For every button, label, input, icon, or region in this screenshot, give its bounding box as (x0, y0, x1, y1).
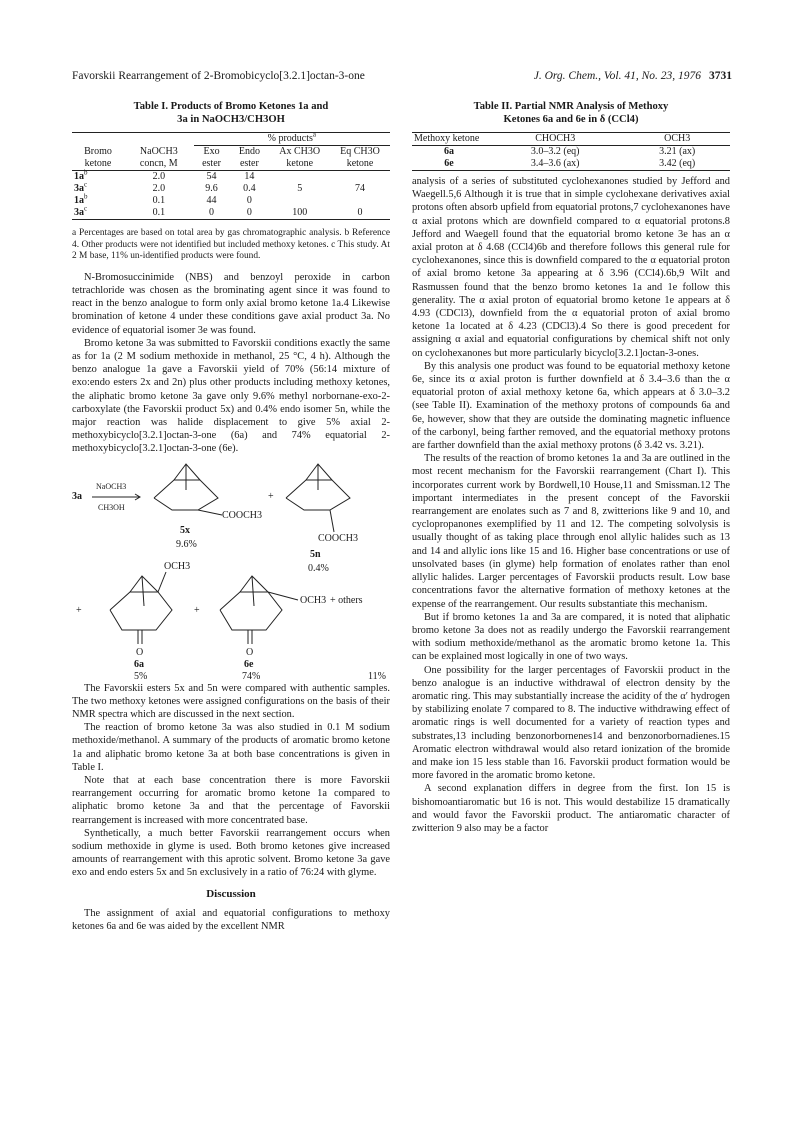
plus-sign: + (268, 490, 274, 502)
paragraph: Synthetically, a much better Favorskii rearrangement occurs when sodium methoxide in glyme is used. Both bromo ketones give increased amounts of rearrangement with this aprotic solvent. Bromo ketone 3a gave exo and endo esters 5x and 5n exclusively in a ratio of 76:24 with glyme. (72, 827, 390, 879)
table1-col-header: Bromo ketone (84, 145, 112, 169)
table1-group-row (72, 133, 390, 146)
table-row: $3a^c$ 0.1 0 0 100 0 (72, 207, 390, 220)
p3-yield: 5% (134, 670, 148, 682)
reactant-label: 3a (72, 490, 82, 502)
p2-yield: 0.4% (308, 562, 329, 574)
p1-name: 5x (180, 524, 190, 536)
p1-group: COOCH3 (222, 509, 263, 521)
reagent-top: NaOCH3 (96, 481, 127, 491)
paragraph: analysis of a series of substituted cyclohexanones studied by Jefford and Waegell.5,6 Although it is true that in simple cyclohexane derivatives axial protons often absorb upfield from equatorial protons,7 cyclohexanones have α axial protons which are downfield compared to α equatorial protons.8 Jefford and Waegell found that the equatorial bromo ketone 3e has an α axial proton at δ 4.68 (CCl4)6b and therefore follows this general rule for cyclohexanones, since this is downfield compared to the α equatorial proton of axial bromo ketone 3a appearing at δ 3.96 (CCl4).6b,9 Wilt and Rasmussen found that the benzo bromo ketones 1a and 1e follow this generality. The α axial proton of equatorial bromo ketone 1e appears at δ 4.93 (CDCl3), downfield from the α equatorial proton of axial bromo ketone 1a located at δ 4.23 (CDCl3).4 So there is good precedent for assigning α axial and equatorial configurations by chemical shift not only on cyclohexanones but more particularly bicyclo[3.2.1]octan-3-ones. (412, 176, 730, 359)
paragraph: The reaction of bromo ketone 3a was also studied in 0.1 M sodium methoxide/methanol. A summary of the products of aromatic bromo ketone 1a and aliphatic bromo ketone 3a at both base concentrations is given in Table I. (72, 722, 390, 773)
table-row: $3a^c$ 2.0 9.6 0.4 5 74 (74, 180, 366, 194)
table2-col-header: Methoxy ketone (414, 133, 480, 144)
p4-o: O (246, 646, 254, 658)
table1-caption-line2: 3a in NaOCH3/CH3OH (177, 114, 285, 125)
paragraph: But if bromo ketones 1a and 3a are compared, it is noted that aliphatic bromo ketone 3a does not as readily undergo the Favorskii rearrangement with sodium methoxide/methanol as the aromatic bromo ketone 1a. This can be explained most logically in one of two ways. (412, 611, 730, 663)
right-column (412, 100, 730, 835)
p4-name: 6e (244, 658, 254, 670)
table-row: $1a^b$ 2.0 54 14 (74, 168, 255, 182)
others-label: + others (330, 594, 363, 606)
reaction-scheme (72, 460, 390, 680)
table1-footnote: a Percentages are based on total area by gas chromatographic analysis. b Reference 4. Other products were not identified but included methoxy ketones. c This study. At 2 M base, 11% un-identified products were found. (72, 228, 390, 262)
paragraph: The assignment of axial and equatorial configurations to methoxy ketones 6a and 6e was aided by the excellent NMR (72, 907, 390, 933)
journal-citation (534, 70, 732, 82)
table1 (72, 132, 390, 220)
p4-group: OCH3 (300, 594, 327, 606)
paragraph: N-Bromosuccinimide (NBS) and benzoyl peroxide in carbon tetrachloride was chosen as the brominating agent since it was found to react in the benzo analogue to form only axial bromo ketone 1a.4 Likewise bromination of ketone 4 under these conditions gave axial product 3a. No evidence of equatorial isomer 3e was found. (72, 271, 390, 336)
table2-col-header: CHOCH3 (535, 133, 576, 144)
p3-o: O (136, 646, 144, 658)
table-row: 6e 3.4–3.6 (ax) 3.42 (eq) (412, 158, 730, 171)
body-text-block (72, 682, 390, 880)
table1-caption (72, 100, 390, 126)
paragraph: Bromo ketone 3a was submitted to Favorskii conditions exactly the same as for 1a (2 M sodium methoxide in methanol, 25 °C, 4 h). Although the benzo analogue 1a gave a Favorskii yield of 70% (56:14 mixture of exo:endo esters 2x and 2n) plus other products including methoxy ketones, the aliphatic bromo ketone 3a gave only 9.6% methyl norbornane-exo-2-carboxylate (the Favorskii product 5x) and 0.4% endo isomer 5n, while the major reaction was halide displacement to give 5% axial 2-methoxybicyclo[3.2.1]octan-3-one (6a) and 74% equatorial 2-methoxybicyclo[3.2.1]octan-3-one (6e). (72, 337, 390, 455)
body-text-block (72, 271, 390, 456)
section-heading: Discussion (206, 887, 256, 900)
plus-sign: + (76, 604, 82, 616)
table2-col-header: OCH3 (664, 133, 691, 144)
p4-yield: 74% (242, 670, 261, 682)
paragraph: Note that at each base concentration there is more Favorskii rearrangement occurring for aromatic bromo ketone 1a compared to aliphatic bromo ketone 3a and that the percentage of Favorskii rearrangement is increased with more concentrated base. (72, 775, 390, 826)
paragraph: A second explanation differs in degree from the first. Ion 15 is bishomoantiaromatic but 16 is not. This would destabilize 15 dramatically and would favor the Favorskii product. The antiaromatic character of zwitterion 9 also may be a factor (412, 783, 730, 834)
body-text-block (412, 175, 730, 835)
table2-caption-line1: Table II. Partial NMR Analysis of Methoxy (473, 101, 669, 112)
reagent-bottom: CH3OH (98, 502, 125, 512)
plus-sign: + (194, 604, 200, 616)
table2-caption-line2: Ketones 6a and 6e in δ (CCl4) (503, 114, 639, 125)
table1-group-header: % products$^a$ (194, 133, 390, 146)
paragraph: The Favorskii esters 5x and 5n were compared with authentic samples. The two methoxy ketones were assigned configurations on the basis of their NMR spectra which are discussed in the next section. (72, 682, 390, 721)
table1-caption-line1: Table I. Products of Bromo Ketones 1a and (133, 101, 329, 112)
table2 (412, 132, 730, 171)
paragraph: One possibility for the larger percentages of Favorskii product in the benzo analogue is an inductive withdrawal of electron density by the aromatic ring. This may substantially increase the acidity of the α′ hydrogen by stabilizing enolate 7 compared to 8. The inductive withdrawing effect of aromatic rings is well documented for a variety of reaction types and substrates,13 including benzonorbornenes14 and benzonorbornadienes.15 Aromatic electron withdrawal would also retard ionization of the bromide and make ion 15 less stable than 16. Favorskii product formation would be more favored in the aromatic bromo ketone. (412, 664, 730, 782)
p2-name: 5n (310, 548, 321, 560)
journal-name: J. Org. Chem., Vol. 41, No. 23, 1976 (533, 70, 701, 82)
running-header (72, 70, 732, 88)
table2-caption (412, 100, 730, 126)
table-row: 6a 3.0–3.2 (eq) 3.21 (ax) (444, 146, 696, 157)
p1-yield: 9.6% (176, 538, 197, 550)
table1-col-header: NaOCH3 concn, M (139, 145, 178, 169)
table1-col-header: Exo ester (202, 146, 221, 169)
paragraph: By this analysis one product was found to be equatorial methoxy ketone 6e, since its α axial proton is further downfield at δ 3.4–3.6 than the α equatorial proton of axial methoxy ketone 6a, which appears at δ 3.0–3.2 (see Table II). Examination of the methoxy protons of compounds 6a and 6e, however, show that they are outside the dominating magnetic influence of the carbonyl, being farther removed, and the equatorial methoxy protons are farther downfield than the axial methoxy protons (δ 3.42 vs. 3.21). (412, 360, 730, 452)
table1-header-row (72, 146, 390, 171)
left-column (72, 100, 390, 933)
table-row: $1a^b$ 0.1 44 0 (74, 192, 252, 206)
table1-col-header: Endo ester (238, 146, 260, 169)
p3-name: 6a (134, 658, 144, 670)
table1-col-header: Eq CH3O ketone (340, 146, 380, 169)
paragraph: The results of the reaction of bromo ketones 1a and 3a are outlined in the most recent mechanism for the Favorskii rearrangement (Chart I). This incorporates current work by Bordwell,10 House,11 and Smissman.12 The important intermediates in the present concept of the Favorskii rearrangement are enolates such as 7 and 8, zwitterions like 9 and 10, and cyclopropanones exemplified by 11 and 12. The competing solvolysis is usually thought of as taking place through enol allylic halides such as 13 and 14 and allylic ions like 15 and 16. Higher base concentrations or use of unsolvated bases (in glyme) help formation of enolates rather than enol allylic halides. Larger percentages of Favorskii products result. Low base concentrations favor the alternative formation of methoxy ketones at the expense of the rearrangement. Our results substantiate this mechanism. (412, 453, 730, 610)
others-yield: 11% (368, 670, 386, 682)
table1-col-header: Ax CH3O ketone (279, 146, 321, 169)
running-title: Favorskii Rearrangement of 2-Bromobicyclo[3.2.1]octan-3-one (72, 70, 365, 82)
table2-header-row (412, 133, 730, 146)
p2-group: COOCH3 (318, 532, 359, 544)
page-number: 3731 (709, 70, 732, 82)
p3-group: OCH3 (164, 560, 191, 572)
